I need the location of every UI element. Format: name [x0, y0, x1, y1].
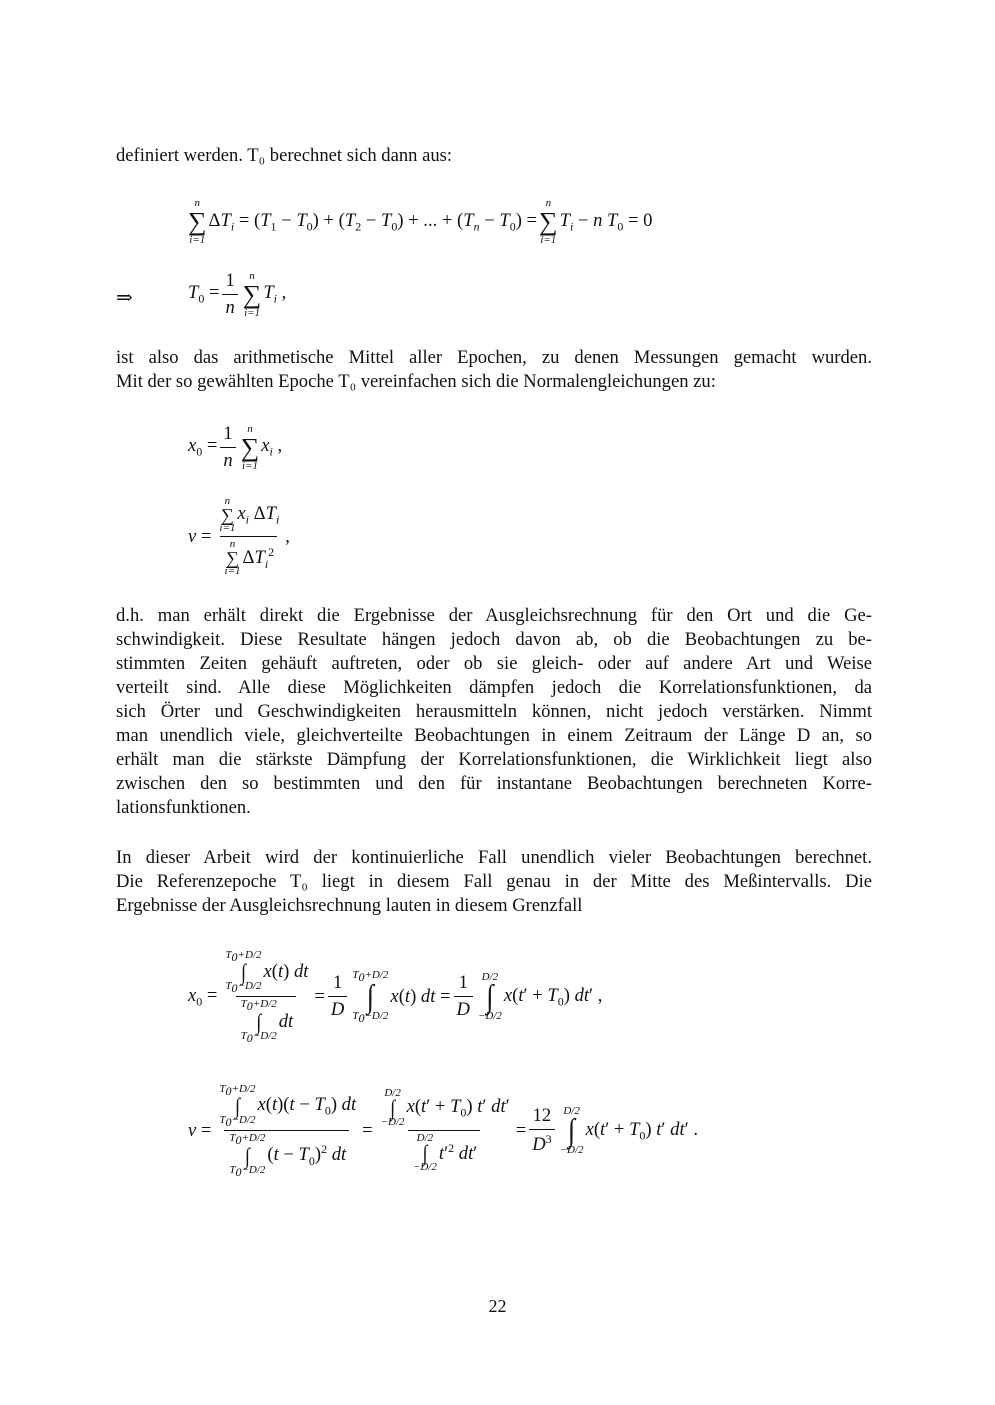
text-line: schwindigkeit. Diese Resultate hängen jedoch davon ab, ob die Beobachtungen zu be-	[116, 629, 872, 650]
text-line: Die Referenzepoche T₀ liegt in diesem Fall genau in der Mitte des Meßintervalls. Die	[116, 871, 872, 892]
paragraph-mean	[116, 346, 872, 394]
text-line: lationsfunktionen.	[116, 797, 251, 818]
implies-symbol: ⇒	[116, 285, 133, 309]
paragraph-continuous-case	[116, 846, 872, 918]
paragraph-discussion	[116, 604, 872, 820]
text-line: zwischen den so bestimmten und den für instantane Beobachtungen berechneten Korre-	[116, 773, 872, 794]
text-line: stimmten Zeiten gehäuft auftreten, oder ob sie gleich- oder auf andere Art und Weise	[116, 653, 872, 674]
equation-t0: $T_0$ = $\frac{1}{n}$ n ∑ i=1 $T_i$ ,	[188, 269, 287, 319]
equation-sum-delta-t: n ∑ i=1 $\Delta T_i = (T_1 - T_0) + (T_2 - T_0)$ + ... + $(T_n - T_0)$ = n ∑ i=1 $T_i - n$ $T_0 = 0$	[188, 197, 653, 246]
text-line: Mit der so gewählten Epoche T₀ vereinfachen sich die Normalengleichungen zu:	[116, 371, 716, 392]
text-line: definiert werden. T₀ berechnet sich dann aus:	[116, 145, 453, 166]
text-line: Ergebnisse der Ausgleichsrechnung lauten in diesem Grenzfall	[116, 895, 583, 916]
text-line: verteilt sind. Alle diese Möglichkeiten dämpfen jedoch die Korrelationsfunktionen, da	[116, 677, 872, 698]
text-line: ist also das arithmetische Mittel aller Epochen, zu denen Messungen gemacht wurden.	[116, 347, 872, 368]
text-line: man unendlich viele, gleichverteilte Beobachtungen in einem Zeitraum der Länge D an, so	[116, 725, 872, 746]
text-line: erhält man die stärkste Dämpfung der Korrelationsfunktionen, die Wirklichkeit liegt also	[116, 749, 872, 770]
text-line: sich Örter und Geschwindigkeiten herausmitteln können, nicht jedoch verstärken. Nimmt	[116, 701, 872, 722]
text-line: d.h. man erhält direkt die Ergebnisse der Ausgleichsrechnung für den Ort und die Ge-	[116, 605, 872, 626]
paragraph-intro	[116, 144, 872, 168]
equation-v-sum: v = n ∑ i=1 $x_i$ $\Delta T_i$ n ∑ i=1 $\Delta T_i^2$ ,	[188, 495, 290, 577]
equation-v-integral: v = $T_0+D/2$ ∫ $T_0-D/2$ $x(t)(t - T_0)$ dt $T_0+D/2$ ∫ $T_0-D/2$ $(t - T_0)^2$ dt = D/2 ∫ −D/2 $x(t' + T_0)$ t′ dt′ D/2 ∫ −D/2 $t'^2$ dt′ = $\frac{12}{D^3}$ D/2 ∫ −D/2 $x(t' + T_0)$ t′ dt′ .	[188, 1083, 698, 1179]
page-number: 22	[488, 1296, 507, 1316]
equation-x0-integral: $x_0$ = $T_0+D/2$ ∫ $T_0-D/2$ x(t) dt $T_0+D/2$ ∫ $T_0-D/2$ dt = $\frac{1}{D}$ $T_0+D/2$ ∫ $T_0-D/2$ x(t) dt = $\frac{1}{D}$ D/2 ∫ −D/2 $x(t' + T_0)$ dt′ ,	[188, 949, 603, 1045]
text-line: In dieser Arbeit wird der kontinuierliche Fall unendlich vieler Beobachtungen berechnet.	[116, 847, 872, 868]
equation-x0-sum: $x_0$ = $\frac{1}{n}$ n ∑ i=1 $x_i$ ,	[188, 422, 283, 472]
